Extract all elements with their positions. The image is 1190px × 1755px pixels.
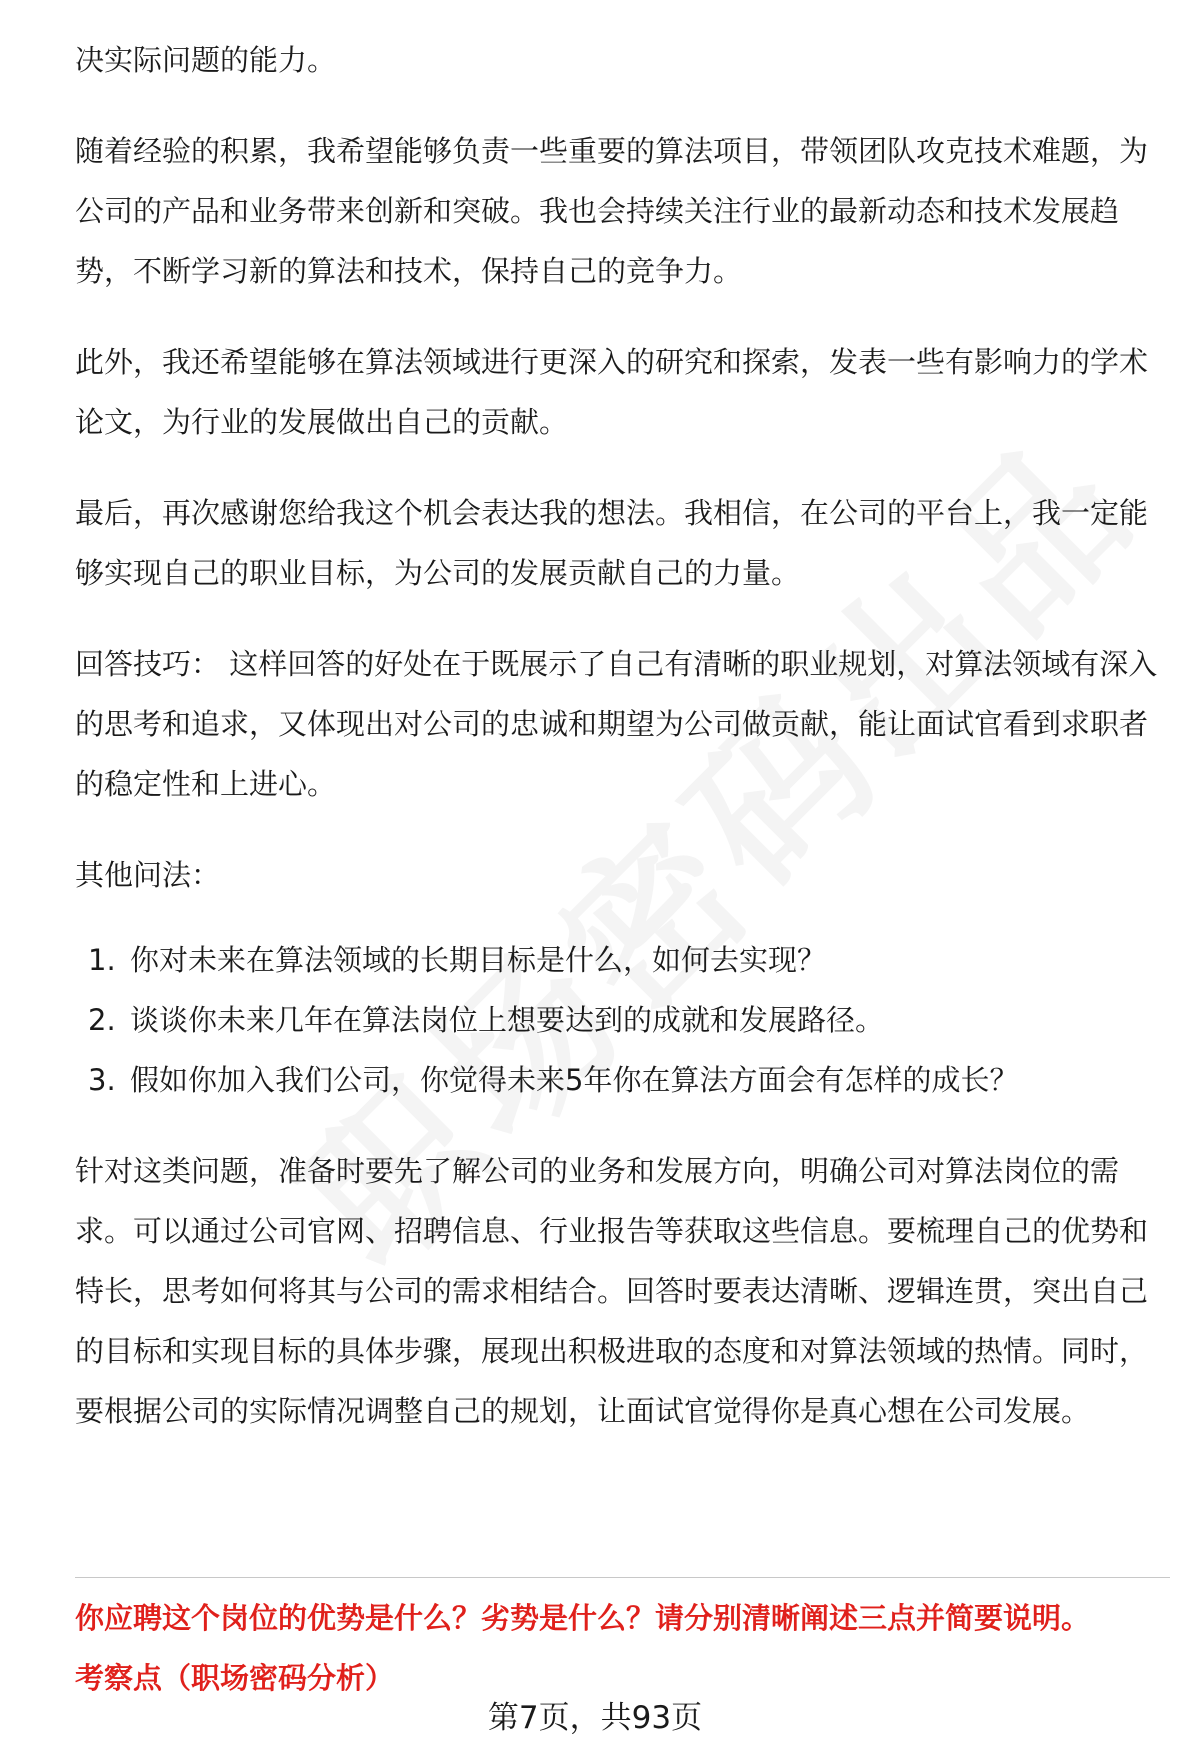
main-content [75, 30, 1165, 1441]
paragraph-research: 此外，我还希望能够在算法领域进行更深入的研究和探索，发表一些有影响力的学术论文，为行业的发展做出自己的贡献。 [75, 345, 1149, 439]
list-item [75, 990, 1165, 1050]
paragraph-answer-tips: 回答技巧： 这样回答的好处在于既展示了自己有清晰的职业规划，对算法领域有深入的思考和追求，又体现出对公司的忠诚和期望为公司做贡献，能让面试官看到求职者的稳定性和上进心。 [75, 647, 1158, 801]
list-item-number: 3. [88, 1063, 116, 1097]
other-questions-list [75, 930, 1165, 1110]
next-question-heading: 你应聘这个岗位的优势是什么？劣势是什么？请分别清晰阐述三点并简要说明。 [75, 1601, 1091, 1635]
analysis-label: 考察点（职场密码分析） [75, 1661, 395, 1695]
paragraph-experience: 随着经验的积累，我希望能够负责一些重要的算法项目，带领团队攻克技术难题，为公司的产品和业务带来创新和突破。我也会持续关注行业的最新动态和技术发展趋势，不断学习新的算法和技术，保持自己的竞争力。 [75, 134, 1149, 288]
other-questions-heading: 其他问法： [75, 858, 221, 892]
section-divider [75, 1577, 1170, 1578]
list-item-text: 你对未来在算法领域的长期目标是什么，如何去实现？ [130, 943, 827, 977]
list-item-text: 谈谈你未来几年在算法岗位上想要达到的成就和发展路径。 [130, 1003, 885, 1037]
page-number-footer: 第7页，共93页 [487, 1700, 703, 1736]
list-item-number: 2. [88, 1003, 116, 1037]
list-item-number: 1. [88, 943, 116, 977]
paragraph-continuation: 决实际问题的能力。 [75, 43, 337, 77]
list-item-text: 假如你加入我们公司，你觉得未来5年你在算法方面会有怎样的成长？ [130, 1063, 1019, 1097]
list-item [75, 1050, 1165, 1110]
list-item [75, 930, 1165, 990]
paragraph-thanks: 最后，再次感谢您给我这个机会表达我的想法。我相信，在公司的平台上，我一定能够实现自己的职业目标，为公司的发展贡献自己的力量。 [75, 496, 1149, 590]
paragraph-closing-advice: 针对这类问题，准备时要先了解公司的业务和发展方向，明确公司对算法岗位的需求。可以通过公司官网、招聘信息、行业报告等获取这些信息。要梳理自己的优势和特长，思考如何将其与公司的需求相结合。回答时要表达清晰、逻辑连贯，突出自己的目标和实现目标的具体步骤，展现出积极进取的态度和对算法领域的热情。同时，要根据公司的实际情况调整自己的规划，让面试官觉得你是真心想在公司发展。 [75, 1154, 1149, 1428]
